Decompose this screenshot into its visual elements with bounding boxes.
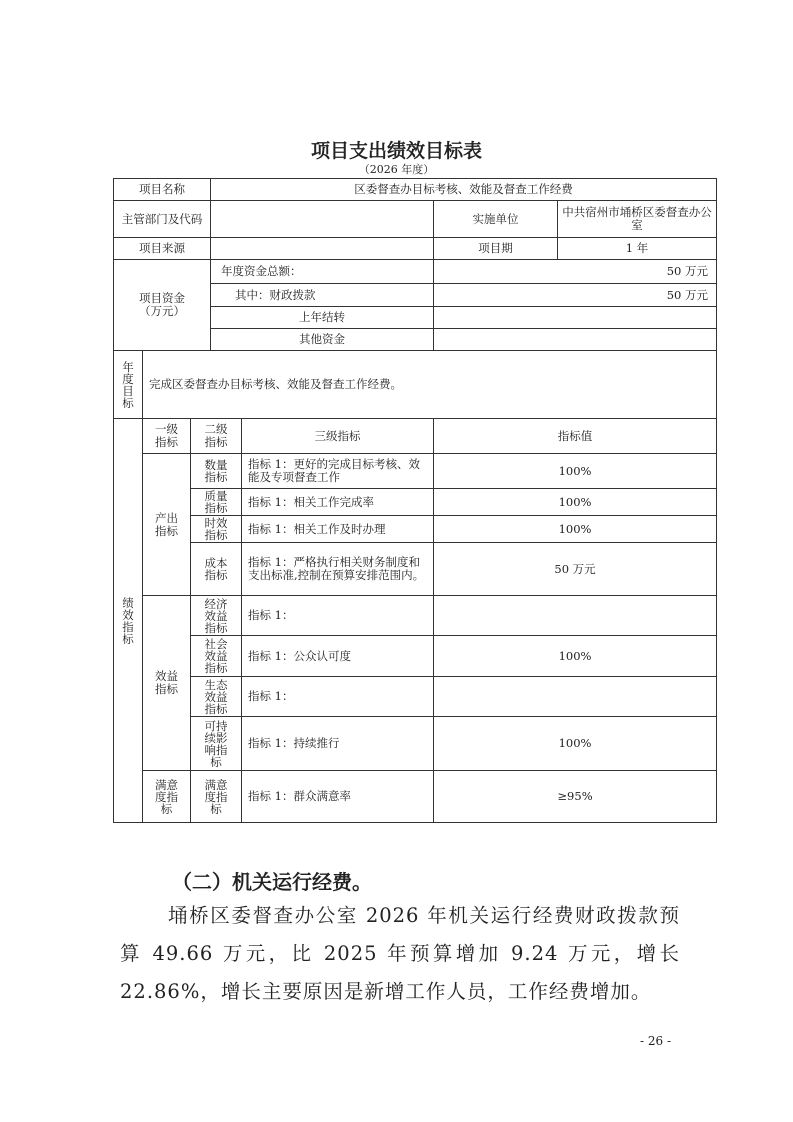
level3-cell: 指标 1：更好的完成目标考核、效能及专项督查工作 — [242, 454, 434, 489]
performance-table — [113, 178, 717, 823]
funds-fiscal-value: 50 万元 — [434, 284, 717, 307]
level3-cell: 指标 1：相关工作完成率 — [242, 489, 434, 516]
project-name-label: 项目名称 — [114, 179, 211, 201]
impl-value: 中共宿州市埇桥区委督查办公室 — [558, 201, 717, 238]
level3-cell: 指标 1：群众满意率 — [242, 771, 434, 823]
level3-cell: 指标 1：公众认可度 — [242, 636, 434, 677]
source-value — [211, 238, 434, 260]
value-cell: 100% — [434, 454, 717, 489]
value-cell: 100% — [434, 516, 717, 543]
value-cell: 100% — [434, 636, 717, 677]
table-title: 项目支出绩效目标表 — [310, 140, 482, 162]
funds-other-value — [434, 329, 717, 351]
perf-label: 绩效指标 — [114, 419, 143, 823]
level3-cell: 指标 1：持续推行 — [242, 717, 434, 771]
level1-satisfaction: 满意度指标 — [143, 771, 191, 823]
funds-other-label: 其他资金 — [211, 329, 434, 351]
project-name: 区委督查办目标考核、效能及督查工作经费 — [211, 179, 717, 201]
dept-value — [211, 201, 434, 238]
dept-label: 主管部门及代码 — [114, 201, 211, 238]
header-level1: 一级指标 — [143, 419, 191, 454]
level1-benefit: 效益指标 — [143, 596, 191, 771]
funds-total-value: 50 万元 — [434, 260, 717, 284]
impl-label: 实施单位 — [434, 201, 558, 238]
page-number: - 26 - — [640, 1034, 672, 1048]
level3-cell: 指标 1：相关工作及时办理 — [242, 516, 434, 543]
header-value: 指标值 — [434, 419, 717, 454]
period-label: 项目期 — [434, 238, 558, 260]
funds-label: 项目资金（万元） — [114, 260, 211, 351]
period-value: 1 年 — [558, 238, 717, 260]
source-label: 项目来源 — [114, 238, 211, 260]
header-level3: 三级指标 — [242, 419, 434, 454]
level2-cell: 满意度指标 — [191, 771, 242, 823]
value-cell — [434, 596, 717, 636]
level3-cell: 指标 1：严格执行相关财务制度和支出标准,控制在预算安排范围内。 — [242, 543, 434, 596]
level1-output: 产出指标 — [143, 454, 191, 596]
level2-cell: 可持续影响指标 — [191, 717, 242, 771]
level2-cell: 时效指标 — [191, 516, 242, 543]
level2-cell: 数量指标 — [191, 454, 242, 489]
level2-cell: 经济效益指标 — [191, 596, 242, 636]
funds-carryover-label: 上年结转 — [211, 307, 434, 329]
level3-cell: 指标 1： — [242, 677, 434, 717]
value-cell: 100% — [434, 489, 717, 516]
level2-cell: 质量指标 — [191, 489, 242, 516]
value-cell: ≥95% — [434, 771, 717, 823]
level2-cell: 社会效益指标 — [191, 636, 242, 677]
value-cell — [434, 677, 717, 717]
level2-cell: 生态效益指标 — [191, 677, 242, 717]
goal-label: 年度目标 — [114, 351, 143, 419]
level3-cell: 指标 1： — [242, 596, 434, 636]
value-cell: 50 万元 — [434, 543, 717, 596]
funds-carryover-value — [434, 307, 717, 329]
funds-total-label: 年度资金总额： — [211, 260, 434, 284]
value-cell: 100% — [434, 717, 717, 771]
header-level2: 二级指标 — [191, 419, 242, 454]
table-subtitle: （2026 年度） — [358, 163, 435, 176]
level2-cell: 成本指标 — [191, 543, 242, 596]
section-heading: （二）机关运行经费。 — [172, 870, 372, 894]
goal-value: 完成区委督查办目标考核、效能及督查工作经费。 — [143, 351, 717, 419]
body-paragraph: 埇桥区委督查办公室 2026 年机关运行经费财政拨款预算 49.66 万元，比 2025 年预算增加 9.24 万元，增长 22.86%，增长主要原因是新增工作人员，工作经费增加。 — [120, 904, 680, 1003]
funds-fiscal-label: 其中：财政拨款 — [211, 284, 434, 307]
